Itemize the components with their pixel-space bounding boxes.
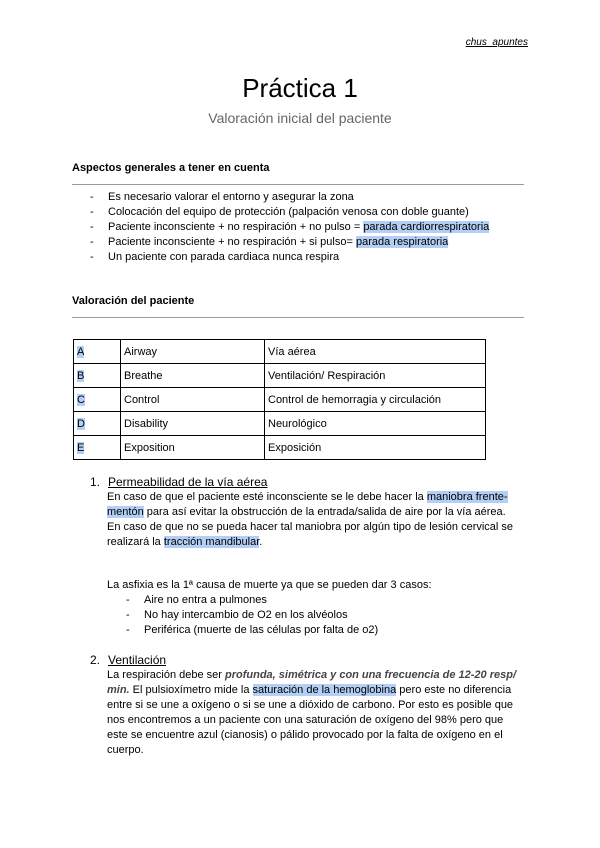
abcde-table <box>73 339 486 460</box>
general-aspects-list <box>90 190 489 265</box>
table-row <box>74 340 486 364</box>
list-item: - No hay intercambio de O2 en los alvéolos <box>126 609 348 621</box>
paragraph: La respiración debe ser profunda, simétrica y con una frecuencia de 12-20 resp/ min. El pulsioxímetro mide la saturación de la hemoglobina pero este no diferencia entre si se une a oxígeno o si se une a dióxido de carbono. Por esto es posible que nos encontremos a un paciente con una saturación de oxígeno del 98% pero que este se encuentre azul (cianosis) o pálido provocado por la falta de oxígeno en el cuerpo. <box>107 669 517 756</box>
asphyxia-text: La asfixia es la 1ª causa de muerte ya que se pueden dar 3 casos: <box>107 579 432 591</box>
highlight: maniobra frente-mentón <box>107 491 508 518</box>
list-item: - Paciente inconsciente + no respiración + si pulso= parada respiratoria <box>90 236 449 248</box>
table-cell-spanish: Vía aérea <box>265 340 486 364</box>
section-heading-general: Aspectos generales a tener en cuenta <box>72 162 270 174</box>
highlight: tracción mandibular <box>163 536 260 548</box>
paragraph: En caso de que no se pueda hacer tal maniobra por algún tipo de lesión cervical se realizará la tracción mandibular. <box>107 521 514 548</box>
point-heading-airway: 1. Permeabilidad de la vía aérea <box>90 475 268 489</box>
page-subtitle: Valoración inicial del paciente <box>208 110 392 126</box>
table-cell-letter: A <box>77 345 85 358</box>
asphyxia-cases-list <box>126 593 378 638</box>
section-heading-assessment: Valoración del paciente <box>72 295 195 307</box>
table-cell-spanish: Control de hemorragia y circulación <box>265 388 486 412</box>
table-cell-english: Airway <box>121 340 265 364</box>
table-cell-spanish: Ventilación/ Respiración <box>265 364 486 388</box>
page-title: Práctica 1 <box>242 73 358 103</box>
list-item: - Periférica (muerte de las células por falta de o2) <box>126 624 379 636</box>
table-row <box>74 436 486 460</box>
table-cell-english: Disability <box>121 412 265 436</box>
point-heading-ventilation: 2. Ventilación <box>90 653 167 667</box>
table-cell-spanish: Neurológico <box>265 412 486 436</box>
table-cell-letter: E <box>77 441 85 454</box>
author-note: chus_apuntes <box>465 37 528 48</box>
ventilation-text <box>107 668 527 758</box>
highlight: saturación de la hemoglobina <box>252 684 397 696</box>
emphasis: profunda, simétrica y con una frecuencia de 12-20 resp/ min. <box>107 669 517 696</box>
table-cell-letter: C <box>77 393 85 406</box>
list-item: - Aire no entra a pulmones <box>126 594 267 606</box>
list-item: - Colocación del equipo de protección (palpación venosa con doble guante) <box>90 206 469 218</box>
section-divider <box>72 184 524 185</box>
section-divider <box>72 317 524 318</box>
table-cell-letter: D <box>77 417 85 430</box>
highlight: parada respiratoria <box>355 236 449 248</box>
table-cell-letter: B <box>77 369 85 382</box>
table-cell-spanish: Exposición <box>265 436 486 460</box>
table-row <box>74 388 486 412</box>
list-item: - Es necesario valorar el entorno y asegurar la zona <box>90 191 354 203</box>
highlight: parada cardiorrespiratoria <box>363 221 490 233</box>
table-cell-english: Control <box>121 388 265 412</box>
list-item: - Un paciente con parada cardiaca nunca respira <box>90 251 340 263</box>
airway-text <box>107 490 527 550</box>
table-cell-english: Exposition <box>121 436 265 460</box>
paragraph: En caso de que el paciente esté inconsciente se le debe hacer la maniobra frente-mentón para así evitar la obstrucción de la entrada/salida de aire por la vía aérea. <box>107 491 508 518</box>
table-cell-english: Breathe <box>121 364 265 388</box>
list-item: - Paciente inconsciente + no respiración + no pulso = parada cardiorrespiratoria <box>90 221 490 233</box>
table-row <box>74 364 486 388</box>
table-row <box>74 412 486 436</box>
